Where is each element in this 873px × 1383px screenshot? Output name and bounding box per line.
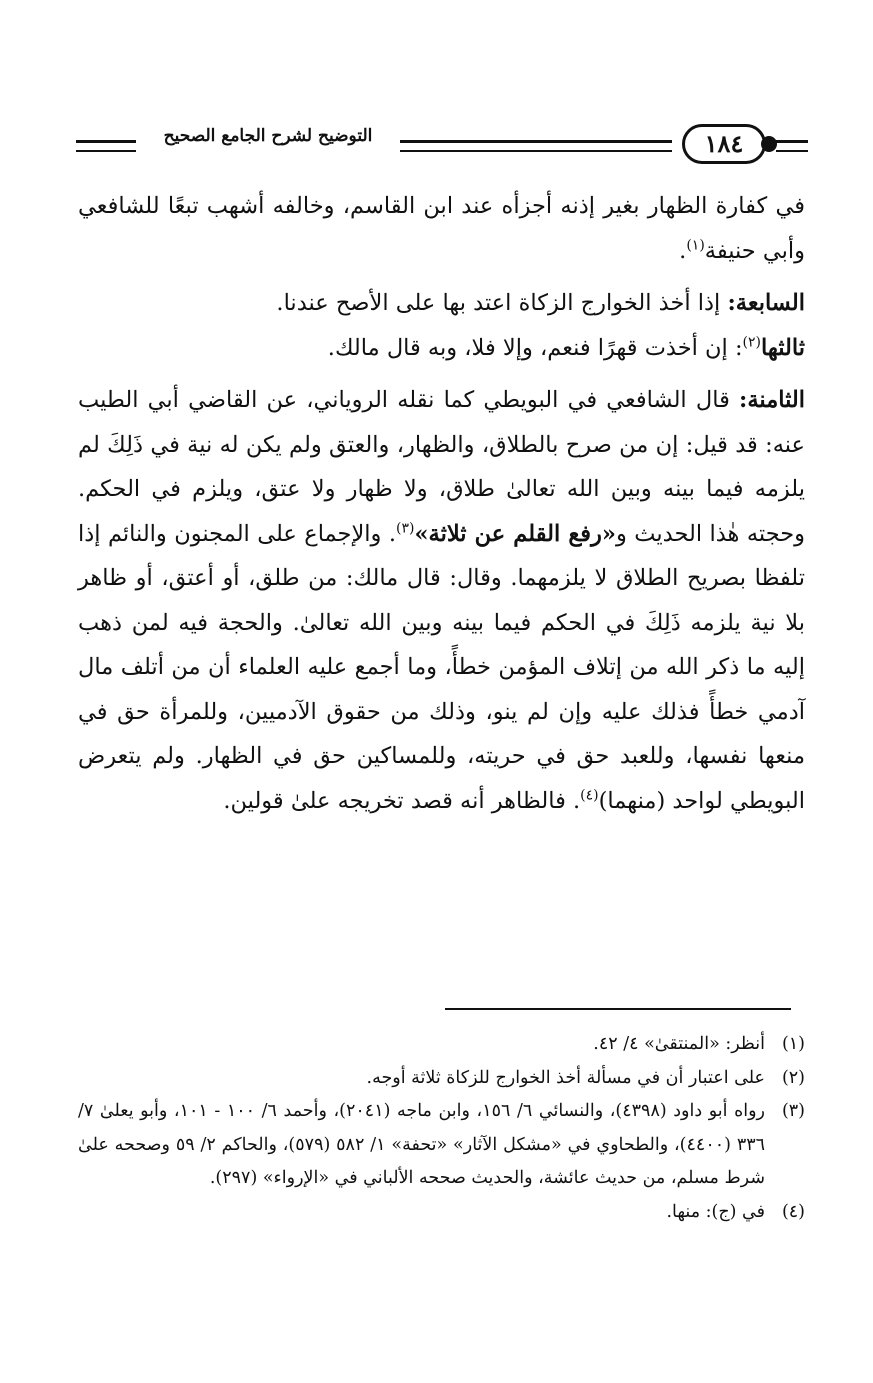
footnote-item	[78, 1028, 805, 1062]
main-text	[78, 184, 805, 823]
footnote-text: في (ج): منها.	[666, 1201, 765, 1222]
header-rule-left	[76, 140, 136, 152]
page-number: ١٨٤	[682, 124, 766, 164]
paragraph-seventh	[78, 281, 805, 326]
paragraph-1-text: في كفارة الظهار بغير إذنه أجزأه عند ابن القاسم، وخالفه أشهب تبعًا للشافعي وأبي حنيفة	[78, 193, 805, 264]
footnote-ref-2[interactable]: (٢)	[742, 334, 761, 350]
paragraph-seventh-text: إذا أخذ الخوارج الزكاة اعتد بها على الأصح عندنا.	[276, 290, 728, 316]
page-header	[70, 122, 808, 170]
footnote-number: (٣)	[781, 1101, 805, 1121]
footnote-text: رواه أبو داود (٤٣٩٨)، والنسائي ٦/ ١٥٦، وابن ماجه (٢٠٤١)، وأحمد ٦/ ١٠٠ - ١٠١، وأبو يعلىٰ ٧/ ٣٣٦ (٤٤٠٠)، والطحاوي في «مشكل الآثار» «تحفة» ١/ ٥٨٢ (٥٧٩)، والحاكم ٢/ ٥٩ وصححه علىٰ شرط مسلم، من حديث عائشة، والحديث صححه الألباني في «الإرواء» (٢٩٧).	[78, 1101, 766, 1188]
footnote-item	[78, 1095, 805, 1196]
footnote-ref-4[interactable]: (٤)	[580, 787, 599, 803]
footnote-ref-1[interactable]: (١)	[686, 237, 705, 253]
footnote-item	[78, 1062, 805, 1096]
running-title: التوضيح لشرح الجامع الصحيح	[163, 126, 373, 146]
term-seventh: السابعة:	[727, 290, 805, 316]
term-eighth: الثامنة:	[739, 387, 805, 413]
footnote-number: (٤)	[781, 1201, 805, 1222]
term-third-view: ثالثها	[761, 334, 805, 361]
paragraph-eighth	[78, 378, 805, 823]
footnotes	[78, 1028, 805, 1229]
footnote-item	[78, 1196, 805, 1230]
footnote-number: (٢)	[781, 1067, 805, 1088]
hadith-quote: «رفع القلم عن ثلاثة»	[414, 520, 616, 547]
paragraph-1-end: .	[679, 237, 687, 264]
paragraph-eighth-text-c: . فالظاهر أنه قصد تخريجه علىٰ قولين.	[223, 787, 581, 814]
footnote-ref-3[interactable]: (٣)	[396, 520, 415, 536]
paragraph-third-view	[78, 326, 805, 371]
footnote-number: (١)	[781, 1034, 805, 1054]
header-rule-middle	[400, 140, 672, 152]
footnote-text: على اعتبار أن في مسألة أخذ الخوارج للزكاة ثلاثة أوجه.	[366, 1067, 765, 1088]
header-rule-right	[776, 140, 808, 152]
paragraph-eighth-text-a: قال الشافعي في البويطي كما نقله الروياني، عن القاضي أبي الطيب عنه: قد قيل: إن من صرح بالطلاق، والظهار، والعتق ولم يكن له نية في ذَلِكَ لم يلزمه فيما بينه وبين الله تعالىٰ طلاق، ولا ظهار ولا عتق، ويلزم في الحكم. وحجته هٰذا الحديث و	[78, 387, 805, 547]
paragraph-eighth-text-b: . والإجماع على المجنون والنائم إذا تلفظا بصريح الطلاق لا يلزمهما. وقال: قال مالك: من طلق، أو أعتق، أو ظاهر بلا نية يلزمه ذَلِكَ في الحكم فيما بينه وبين الله تعالىٰ. والحجة فيه لمن ذهب إليه ما ذكر الله من إتلاف المؤمن خطأً، وما أجمع عليه العلماء أن من أتلف مال آدمي خطأً فذلك عليه وإن لم ينو، وذلك من حقوق الآدميين، وللمرأة حق في منعها نفسها، وللعبد حق في حريته، وللمساكين حق في الظهار. ولم يتعرض البويطي لواحد (منهما)	[78, 520, 805, 814]
footnote-separator	[445, 1008, 791, 1010]
paragraph-1	[78, 184, 805, 273]
footnote-text: أنظر: «المنتقىٰ» ٤/ ٤٢.	[593, 1034, 765, 1054]
paragraph-third-view-text: : إن أخذت قهرًا فنعم، وإلا فلا، وبه قال مالك.	[327, 334, 743, 361]
